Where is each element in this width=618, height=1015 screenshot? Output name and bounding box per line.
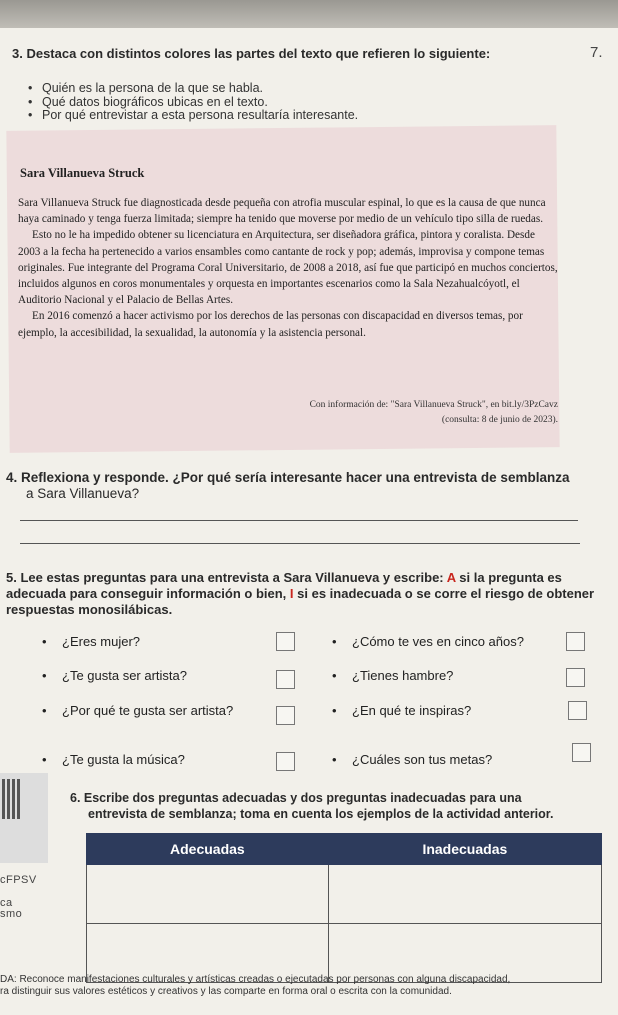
question-left-4: • ¿Te gusta la música? [62,752,185,767]
reading-paragraph: Esto no le ha impedido obtener su licenciatura en Arquitectura, ser diseñadora gráfica, pintora y coralista. Desde 2003 a la fecha ha pertenecido a varios ensambles como cantante de rock y pop; además, improvisa y compone temas originales. Fue integrante del Programa Coral Universitario, de 2008 a 2018, así fue que participó en muchos conciertos, incluidos algunos en coros monumentales y orquesta en importantes escenarios como la Sala Nezahualcóyotl, el Auditorio Nacional y el Palacio de Bellas Artes. [18,229,558,307]
bullet-item: • Por qué entrevistar a esta persona resultaría interesante. [26,109,358,123]
question-right-1: • ¿Cómo te ves en cinco años? [352,634,524,649]
question-3-bullets [26,82,358,123]
question-right-2: • ¿Tienes hambre? [352,668,453,683]
question-left-1: • ¿Eres mujer? [62,634,140,649]
answer-checkbox[interactable] [276,670,295,689]
side-label: cFPSV [0,874,37,886]
question-left-2: • ¿Te gusta ser artista? [62,668,187,683]
answer-line[interactable] [20,520,578,521]
side-label: smo [0,908,23,920]
answer-checkbox[interactable] [568,701,587,720]
answer-line[interactable] [20,543,580,544]
footer-note: DA: Reconoce manifestaciones culturales y artísticas creadas o ejecutadas por personas con alguna discapacidad, ra distinguir sus valores estéticos y creativos y las comparte en forma oral o escrita con la comunidad. [0,974,511,997]
answer-checkbox[interactable] [566,668,585,687]
answer-checkbox[interactable] [572,743,591,762]
side-label: ca [0,897,13,909]
answer-checkbox[interactable] [276,752,295,771]
answer-checkbox[interactable] [276,706,295,725]
bullet-item: • Qué datos biográficos ubicas en el texto. [26,96,358,110]
question-right-4: • ¿Cuáles son tus metas? [352,752,492,767]
answer-checkbox[interactable] [566,632,585,651]
bullet-item: • Quién es la persona de la que se habla. [26,82,358,96]
qr-code-icon [2,779,22,819]
table-cell[interactable] [328,865,601,924]
question-right-3: • ¿En qué te inspiras? [352,703,471,718]
answer-checkbox[interactable] [276,632,295,651]
question-5-prompt: 5. Lee estas preguntas para una entrevista a Sara Villanueva y escribe: A si la pregunta es adecuada para conseguir información o bien, I si es inadecuada o se corre el riesgo de obtener respuestas monosilábicas. [6,570,595,617]
reading-citation: Con información de: "Sara Villanueva Struck", en bit.ly/3PzCavz (consulta: 8 de junio de 2023). [309,400,558,425]
reading-text [18,134,558,341]
questions-table [86,833,602,983]
question-6-prompt: 6. Escribe dos preguntas adecuadas y dos preguntas inadecuadas para una entrevista de semblanza; toma en cuenta los ejemplos de la actividad anterior. [70,791,554,821]
qr-code-strip [0,773,48,863]
reading-paragraph: En 2016 comenzó a hacer activismo por los derechos de las personas con discapacidad en diversos temas, por ejemplo, la accesibilidad, la sexualidad, la autonomía y la asistencia personal. [18,310,523,339]
question-left-3: • ¿Por qué te gusta ser artista? [62,703,233,718]
question-4-prompt: 4. Reflexiona y responde. ¿Por qué sería interesante hacer una entrevista de semblanza a Sara Villanueva? [6,470,570,501]
column-header-adecuadas: Adecuadas [87,834,329,865]
table-cell[interactable] [87,865,329,924]
question-3-prompt: 3. Destaca con distintos colores las partes del texto que refieren lo siguiente: [12,46,491,61]
page-number: 7. [590,44,603,61]
column-header-inadecuadas: Inadecuadas [328,834,601,865]
reading-title: Sara Villanueva Struck [20,166,145,180]
reading-paragraph: Sara Villanueva Struck fue diagnosticada desde pequeña con atrofia muscular espinal, lo que es la causa de que nunca haya caminado y tenga fuerza limitada; siempre ha tenido que moverse por medio de un vehículo tipo silla de ruedas. [18,197,546,226]
